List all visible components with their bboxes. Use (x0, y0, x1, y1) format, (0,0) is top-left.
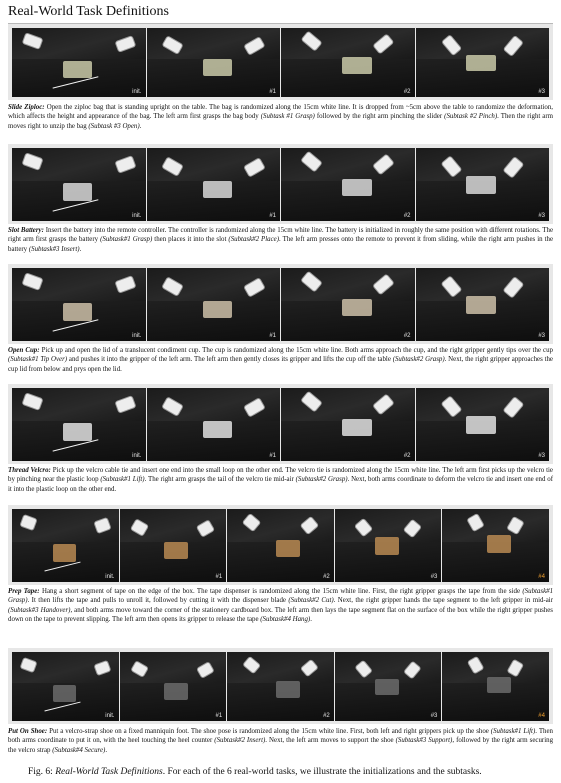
photo-stage-label: init. (105, 713, 115, 719)
figure-caption-text: . For each of the 6 real-world tasks, we illustrate the initializations and the subtasks. (162, 767, 482, 777)
photo-stage-label: init. (105, 574, 115, 580)
task-object (63, 61, 92, 78)
task-object (466, 176, 495, 194)
caption-text: Pick up and open the lid of a translucent condiment cup. The cup is randomized along the 15cm white line. Both arms approach the cup, and the right gripper gently tips over the cup (39, 347, 553, 354)
task-name: Put On Shoe: (8, 728, 48, 735)
robot-arm-left (300, 391, 323, 413)
task-object (466, 296, 495, 314)
task-photo (335, 652, 442, 721)
robot-arm-left (160, 396, 183, 417)
robot-arm-left (19, 657, 37, 674)
task-name: Open Cup: (8, 347, 40, 354)
subtask-reference: (Subtask#1 Grasp) (8, 588, 554, 605)
robot-arm-right (502, 396, 524, 419)
caption-text: . The left arm presses onto the remote to prevent it from sliding, while the right arm pushes in the battery (8, 236, 554, 253)
robot-arm-left (440, 395, 462, 418)
task-photo (442, 652, 549, 721)
task-photo (147, 28, 281, 97)
figure-caption-title: Real-World Task Definitions (55, 767, 163, 777)
task-photo (120, 509, 227, 582)
subtask-reference: (Subtask#1 Lift) (490, 728, 536, 735)
task-object (375, 679, 398, 696)
photo-stage-label: #2 (323, 574, 330, 580)
task-object (164, 683, 187, 700)
subtask-reference: (Subtask#1 Grasp) (100, 236, 153, 244)
robot-arm-left (21, 392, 43, 411)
caption-text: . Next, the right gripper approaches the cup lid from below and prys open the lid. (8, 356, 553, 373)
robot-arm-left (440, 275, 462, 298)
subtask-reference: (Subtask#2 Insert) (214, 737, 266, 745)
subtask-reference: (Subtask#1 Lift) (100, 476, 145, 484)
robot-arm-right (93, 517, 112, 534)
task-caption (8, 466, 553, 502)
robot-arm-right (243, 157, 266, 178)
robot-arm-left (300, 271, 323, 293)
figure-caption (28, 767, 548, 778)
task-panel-prep-tape (8, 505, 553, 585)
caption-text: . (79, 245, 82, 253)
task-photo (120, 652, 227, 721)
task-caption (8, 103, 553, 143)
task-photo (442, 509, 549, 582)
photo-stage-label: #1 (215, 713, 223, 719)
robot-arm-right (502, 276, 524, 299)
task-name: Prep Tape: (8, 588, 40, 595)
photo-stage-label: #3 (538, 453, 545, 459)
robot-arm-left (19, 514, 38, 531)
caption-text: Hang a short segment of tape on the edge of the box. The tape dispenser is randomized along the 15cm white line. First, the right gripper grasps the tape from the side (39, 588, 523, 595)
robot-arm-right (372, 154, 395, 176)
subtask-reference: (Subtask#2 Grasp) (295, 476, 348, 484)
task-photo (12, 268, 146, 341)
task-object (342, 419, 371, 437)
task-panel-slide-ziploc (8, 24, 553, 100)
task-photo (416, 148, 550, 221)
robot-arm-right (299, 516, 319, 536)
robot-arm-right (196, 519, 215, 538)
photo-stage-label: init. (132, 333, 142, 339)
photo-stage-label: #1 (269, 89, 276, 95)
robot-arm-right (243, 397, 266, 418)
task-photo (147, 148, 281, 221)
caption-text: , and both arms move toward the corner of the stationery cardboard box. The left arm then lays the tape segment flat on the surface of the box while the right gripper pushes down on the tape to prevent slipping. The left arm then opens its gripper to release the tape (8, 606, 553, 623)
photo-stage-label: #3 (538, 89, 545, 95)
photo-stage-label: #2 (403, 89, 411, 95)
photo-stage-label: init. (132, 453, 142, 459)
robot-arm-left (441, 34, 463, 56)
robot-arm-right (502, 156, 524, 179)
photo-stage-label: #2 (323, 713, 330, 719)
photo-stage-label: #3 (430, 574, 438, 580)
task-photo (281, 28, 415, 97)
task-photo (12, 388, 146, 461)
robot-arm-right (196, 662, 215, 680)
robot-arm-left (160, 156, 183, 177)
photo-stage-label: #4 (538, 713, 545, 719)
photo-stage-label: #2 (403, 333, 411, 339)
caption-text: Open the ziploc bag that is standing upright on the table. The bag is randomized along the 15cm white line. It is dropped from ~5cm above the table to randomize the deformation, which affects the height and appearance of the bag. The left arm first grasps the bag body (8, 104, 554, 121)
photo-stage-label: #3 (538, 333, 545, 339)
page-title: Real-World Task Definitions (8, 4, 553, 24)
task-object (342, 299, 371, 317)
robot-arm-left (300, 151, 323, 173)
task-name: Slot Battery: (8, 227, 44, 234)
task-caption (8, 346, 553, 382)
robot-arm-left (440, 155, 462, 178)
robot-arm-left (242, 513, 262, 533)
robot-arm-left (301, 30, 323, 52)
robot-arm-left (354, 517, 374, 537)
robot-arm-left (21, 152, 43, 171)
task-photo (147, 268, 281, 341)
task-panel-open-cup (8, 264, 553, 344)
task-panel-put-on-shoe (8, 648, 553, 724)
caption-text: . (139, 122, 142, 130)
task-caption (8, 727, 553, 763)
task-photo (227, 509, 334, 582)
caption-text: followed by the right arm pinching the slider (314, 113, 445, 121)
task-object (53, 544, 76, 562)
task-object (466, 55, 495, 72)
caption-text: then places it into the slot (152, 236, 229, 244)
task-object (466, 416, 495, 434)
task-object (63, 303, 92, 321)
caption-text: . Then the right arm moves right to unzip the bag (8, 113, 554, 130)
robot-arm-left (130, 660, 149, 678)
caption-text: . The right arm grasps the tail of the velcro tie mid-air (144, 476, 296, 484)
caption-text: and pushes it into the gripper of the left arm. The left arm then gently closes its gripper and lifts the cup off the table (67, 356, 393, 364)
photo-stage-label: #1 (269, 213, 276, 219)
robot-arm-left (466, 513, 485, 532)
robot-arm-left (354, 660, 373, 679)
robot-arm-right (243, 277, 266, 298)
robot-arm-right (114, 155, 136, 174)
task-object (63, 183, 92, 201)
robot-arm-right (93, 659, 111, 676)
subtask-reference: (Subtask #3 Open) (88, 122, 140, 130)
photo-stage-label: init. (132, 89, 142, 95)
caption-text: Put a velcro-strap shoe on a fixed manniquin foot. The shoe pose is randomized along the 15cm white line. First, both left and right grippers pick up the shoe (47, 728, 491, 735)
task-object (164, 542, 187, 560)
caption-text: . (310, 615, 312, 623)
subtask-reference: (Subtask#4 Secure) (52, 746, 106, 754)
task-photo (147, 388, 281, 461)
robot-arm-left (21, 32, 43, 50)
subtask-reference: (Subtask#2 Place) (228, 236, 280, 244)
robot-arm-right (372, 394, 395, 416)
task-object (342, 57, 371, 74)
caption-text: . (105, 746, 108, 754)
subtask-reference: (Subtask#4 Hang) (260, 615, 311, 623)
task-photo (12, 148, 146, 221)
photo-stage-label: #1 (215, 574, 223, 580)
robot-arm-right (300, 658, 319, 677)
caption-text: . Next, the left arm moves to support the shoe (265, 737, 396, 745)
robot-arm-right (243, 37, 265, 57)
task-object (276, 540, 299, 558)
caption-text: Pick up the velcro cable tie and insert one end into the small loop on the other end. The velcro tie is randomized along the 15cm white line. The left arm first picks up the velcro tie by pinching near the plastic loop (8, 467, 553, 484)
task-object (487, 677, 510, 694)
robot-arm-right (373, 33, 395, 55)
task-object (63, 423, 92, 441)
photo-stage-label: #1 (269, 333, 276, 339)
caption-text: . Next, both arms coordinate to deform the velcro tie and insert one end of it into the plastic loop on the other end. (8, 476, 553, 493)
robot-arm-left (466, 656, 484, 675)
robot-arm-right (403, 661, 422, 680)
task-object (203, 421, 232, 439)
subtask-reference: (Subtask#2 Cut) (288, 597, 334, 605)
robot-arm-right (403, 519, 423, 539)
subtask-reference: (Subtask #1 Grasp) (260, 113, 315, 121)
caption-text: . Then both arms coordinate to put it on, with the heel touching the heel counter (8, 728, 553, 745)
photo-stage-label: #3 (538, 213, 545, 219)
subtask-reference: (Subtask#1 Tip Over) (8, 356, 68, 364)
robot-arm-right (114, 275, 136, 294)
task-photo (227, 652, 334, 721)
task-caption (8, 226, 553, 262)
robot-arm-right (507, 658, 525, 677)
robot-arm-right (502, 35, 524, 57)
task-photo (12, 509, 119, 582)
robot-arm-left (130, 518, 149, 537)
robot-arm-left (161, 35, 183, 55)
task-object (203, 301, 232, 319)
photo-stage-label: #4 (538, 574, 545, 580)
task-photo (416, 388, 550, 461)
robot-arm-right (507, 516, 526, 535)
photo-stage-label: #3 (430, 713, 438, 719)
caption-text: . Next, the right gripper hands the tape segment to the left gripper in mid-air (333, 597, 553, 605)
subtask-reference: (Subtask#3 Support) (395, 737, 453, 745)
task-object (375, 537, 398, 555)
subtask-reference: (Subtask#2 Grasp) (392, 356, 445, 364)
subtask-reference: (Subtask #2 Pinch) (444, 113, 498, 121)
subtask-reference: (Subtask#3 Handover) (8, 606, 71, 614)
figure-caption-prefix: Fig. 6: (28, 767, 56, 777)
task-photo (12, 28, 146, 97)
robot-arm-left (242, 656, 261, 675)
subtask-reference: (Subtask#3 Insert) (28, 245, 80, 253)
task-object (203, 181, 232, 199)
photo-stage-label: #2 (403, 213, 411, 219)
task-object (203, 59, 232, 76)
task-photo (416, 28, 550, 97)
caption-text: Insert the battery into the remote controller. The controller is randomized along the 15cm white line. The battery is initialized in roughly the same position with different rotations. The right arm first grasps the battery (8, 227, 554, 244)
photo-stage-label: #1 (269, 453, 276, 459)
task-caption (8, 587, 553, 643)
task-photo (416, 268, 550, 341)
photo-stage-label: init. (132, 213, 142, 219)
task-name: Thread Velcro: (8, 467, 51, 474)
caption-text: , followed by the right arm securing the velcro strap (8, 737, 554, 754)
robot-arm-left (21, 272, 43, 291)
task-photo (335, 509, 442, 582)
task-photo (281, 148, 415, 221)
robot-arm-right (114, 395, 136, 414)
task-photo (12, 652, 119, 721)
task-object (342, 179, 371, 197)
task-object (487, 535, 510, 553)
task-object (53, 685, 76, 702)
task-panel-thread-velcro (8, 384, 553, 464)
robot-arm-left (160, 276, 183, 297)
caption-text: . It then lifts the tape and pulls to unroll it, followed by cutting it with the dispenser blade (27, 597, 289, 605)
task-photo (281, 388, 415, 461)
task-photo (281, 268, 415, 341)
robot-arm-right (115, 35, 137, 53)
task-object (276, 681, 299, 698)
task-name: Slide Ziploc: (8, 104, 45, 111)
robot-arm-right (372, 274, 395, 296)
photo-stage-label: #2 (403, 453, 411, 459)
task-panel-slot-battery (8, 144, 553, 224)
